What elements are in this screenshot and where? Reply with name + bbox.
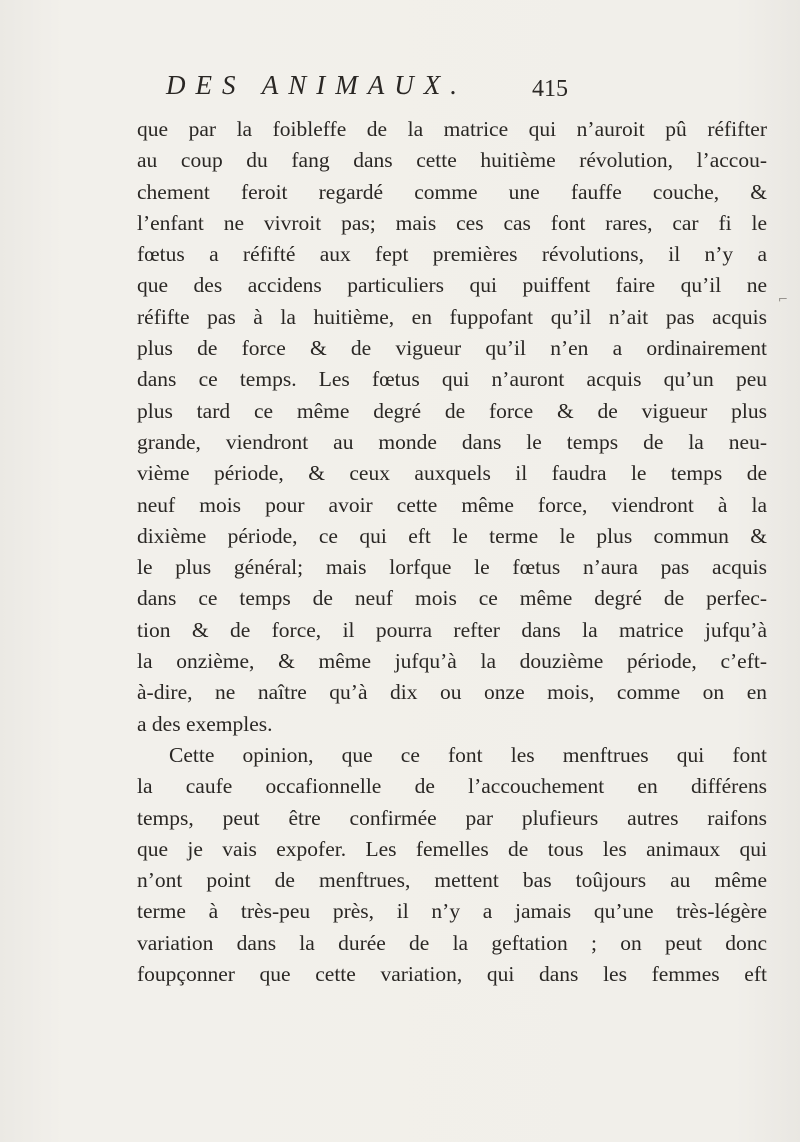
text-line: le plus général; mais lorfque le fœtus n’aura pas acquis: [137, 555, 767, 580]
text-line: vième période, & ceux auxquels il faudra le temps de: [137, 461, 767, 486]
text-line: foupçonner que cette variation, qui dans les femmes eft: [137, 962, 767, 987]
text-line: fœtus a réfifté aux fept premières révolutions, il n’y a: [137, 242, 767, 267]
text-line: dans ce temps. Les fœtus qui n’auront acquis qu’un peu: [137, 367, 767, 392]
text-line: que des accidens particuliers qui puiffent faire qu’il ne: [137, 273, 767, 298]
text-line: plus de force & de vigueur qu’il n’en a ordinairement: [137, 336, 767, 361]
running-head: [166, 70, 576, 110]
text-line: à-dire, ne naître qu’à dix ou onze mois, comme on en: [137, 680, 767, 705]
text-line: la caufe occafionnelle de l’accouchement en différens: [137, 774, 767, 799]
text-line: chement feroit regardé comme une fauffe couche, &: [137, 179, 767, 204]
text-line: temps, peut être confirmée par plufieurs autres raifons: [137, 805, 767, 830]
text-line: plus tard ce même degré de force & de vigueur plus: [137, 398, 767, 423]
page-number: 415: [532, 76, 568, 102]
text-line: que je vais expofer. Les femelles de tous les animaux qui: [137, 836, 767, 861]
text-line: grande, viendront au monde dans le temps de la neu-: [137, 429, 767, 454]
text-line: au coup du fang dans cette huitième révolution, l’accou-: [137, 148, 767, 173]
text-line: l’enfant ne vivroit pas; mais ces cas font rares, car fi le: [137, 210, 767, 235]
text-line-paragraph-start: Cette opinion, que ce font les menftrues qui font: [169, 742, 767, 767]
text-line-paragraph-end: a des exemples.: [137, 711, 273, 736]
margin-mark: ⌐: [778, 292, 789, 306]
running-title: DES ANIMAUX.: [166, 70, 467, 100]
text-line: n’ont point de menftrues, mettent bas toûjours au même: [137, 868, 767, 893]
text-line: terme à très-peu près, il n’y a jamais qu’une très-légère: [137, 899, 767, 924]
text-line: que par la foibleffe de la matrice qui n’auroit pû réfifter: [137, 117, 767, 141]
text-line: la onzième, & même jufqu’à la douzième période, c’eft-: [137, 649, 767, 674]
text-line: variation dans la durée de la geftation ; on peut donc: [137, 930, 767, 955]
text-line: tion & de force, il pourra refter dans la matrice jufqu’à: [137, 617, 767, 642]
body-text: [137, 114, 767, 990]
text-line: réfifte pas à la huitième, en fuppofant qu’il n’ait pas acquis: [137, 304, 767, 329]
text-line: dans ce temps de neuf mois ce même degré de perfec-: [137, 586, 767, 611]
text-line: neuf mois pour avoir cette même force, viendront à la: [137, 492, 767, 517]
text-line: dixième période, ce qui eft le terme le plus commun &: [137, 523, 767, 548]
